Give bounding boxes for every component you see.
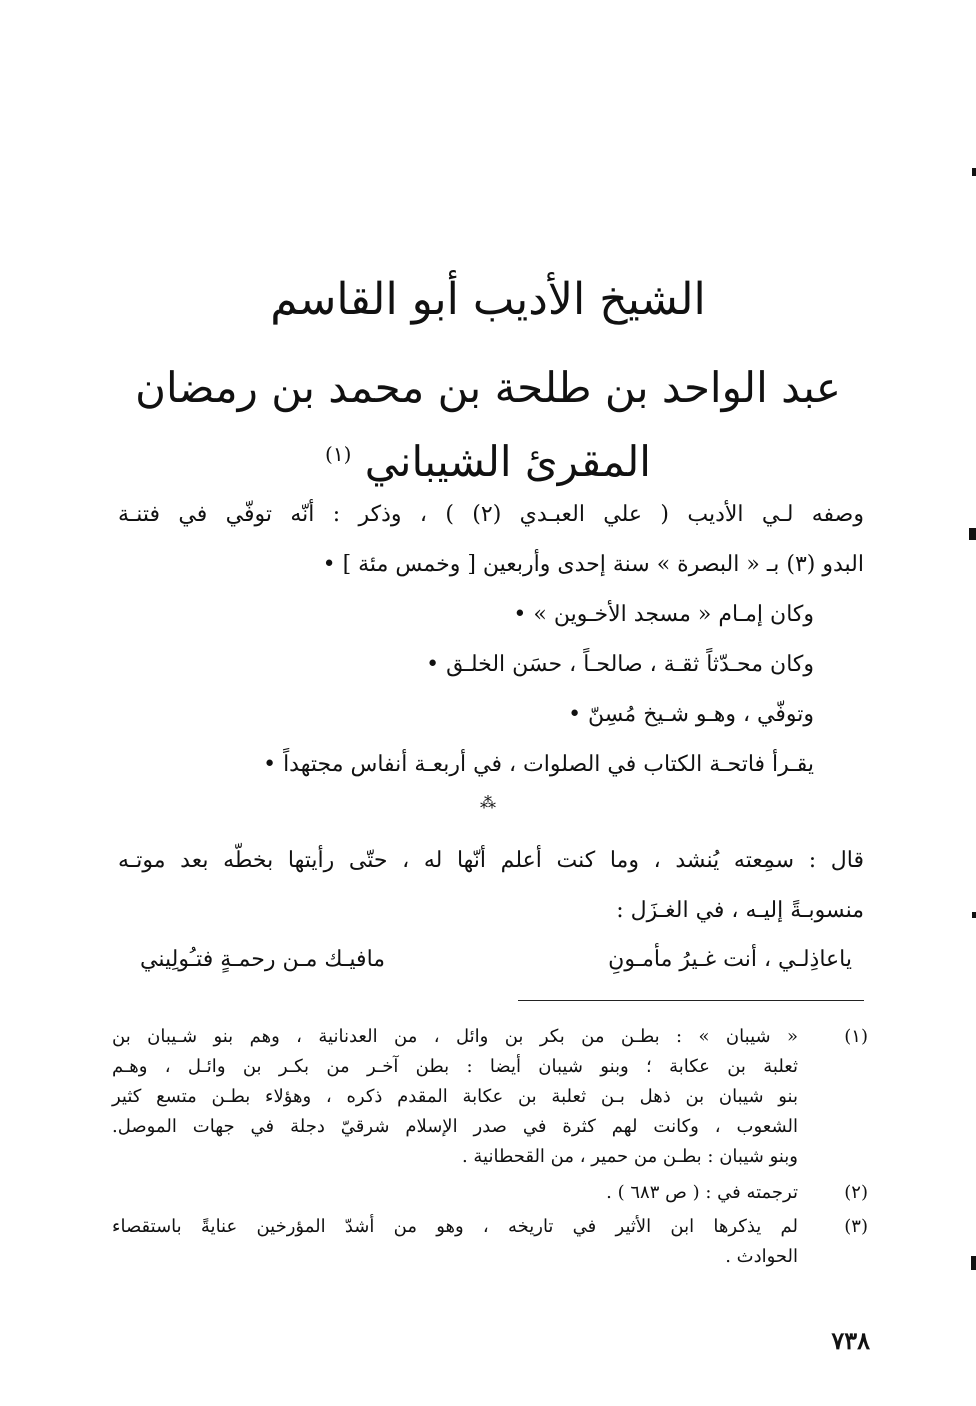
footnote (112, 1212, 868, 1272)
heading-name: عبد الواحد بن طلحة بن محمد بن رمضان المقرئ الشيباني (135, 363, 841, 486)
footnote-line: وبنو شيبان : بطـن من حمير ، من القحطانية . (461, 1146, 798, 1167)
scan-edge-mark (972, 912, 976, 918)
body-line: وتوفّي ، وهـو شـيخ مُسِنّ • (568, 702, 814, 727)
page-number: ٧٣٨ (831, 1326, 870, 1355)
body-line: وكان محـدّثاً ثقـة ، صالحـاً ، حسَن الخلـق • (426, 652, 814, 677)
footnote-line: الشعوب ، وكانت لهم كثرة في صدر الإسلام شرقيّ دجلة في جهات الموصل. (112, 1116, 798, 1137)
footnote-number: (٢) (844, 1182, 868, 1203)
footnote-divider (518, 1000, 864, 1001)
verse-hemistich-1: ياعاذِلـي ، أنت غـيرُ مأمـونِ (608, 947, 852, 972)
body-line: وكان إمـام « مسجد الأخـوين » • (513, 602, 814, 627)
body-line: منسوبـةً إليـه ، في الغـزَل : (616, 898, 864, 923)
body-paragraph (118, 490, 864, 790)
footnote-ref: (١) (325, 442, 352, 466)
body-line: يقـرأ فاتحـة الكتاب في الصلوات ، في أربعـة أنفاس مجتهداً • (263, 752, 814, 777)
footnote-line: ثعلبة بن عكابة ؛ وبنو شيبان أيضا : بطن آخـر من بكـر بن وائـل ، وهـم (112, 1056, 798, 1077)
footnote (112, 1022, 868, 1172)
footnote-line: لم يذكرها ابن الأثير في تاريخه ، وهو من أشدّ المؤرخين عنايةً باستقصاء (112, 1216, 798, 1237)
scan-edge-mark (972, 168, 976, 176)
heading-line-1: الشيخ الأديب أبو القاسم (270, 274, 706, 325)
footnote-line: الحوادث . (725, 1246, 798, 1267)
footnote-line: ترجمته في : ( ص ٦٨٣ ) . (606, 1182, 798, 1203)
footnote-line: بنو شيبان بن ذهل بـن ثعلبة بن عكابة المقدم ذكره ، وهؤلاء بطـن متسع كثير (112, 1086, 798, 1107)
body-line: وصفه لـي الأديب ( علي العبـدي (٢) ) ، وذكر : أنّه توفّي في فتنـة (118, 502, 864, 527)
body-paragraph-2 (118, 836, 864, 936)
heading-line-2 (110, 355, 866, 495)
scan-edge-mark (971, 1256, 976, 1270)
footnote-number: (١) (844, 1026, 868, 1047)
footnotes (112, 1022, 868, 1272)
footnote-line: « شيبان » : بطـن من بكر بن وائل ، من العدنانية ، وهم بنو شـيبان بن (112, 1026, 798, 1047)
verse-hemistich-2: مافيـك مـن رحمـةٍ فتـُولِيني (140, 947, 386, 972)
section-separator: ⁂ (480, 793, 496, 812)
body-line: البدو (٣) بـ « البصرة » سنة إحدى وأربعين [ وخمس مئة ] • (322, 552, 864, 577)
scan-edge-mark (969, 528, 976, 540)
body-line: قال : سمِعته يُنشد ، وما كنت أعلم أنّها له ، حتّى رأيتها بخطّه بعد موتـه (118, 848, 864, 873)
poem-verse (140, 938, 852, 982)
footnote-number: (٣) (844, 1216, 868, 1237)
footnote (112, 1178, 868, 1208)
